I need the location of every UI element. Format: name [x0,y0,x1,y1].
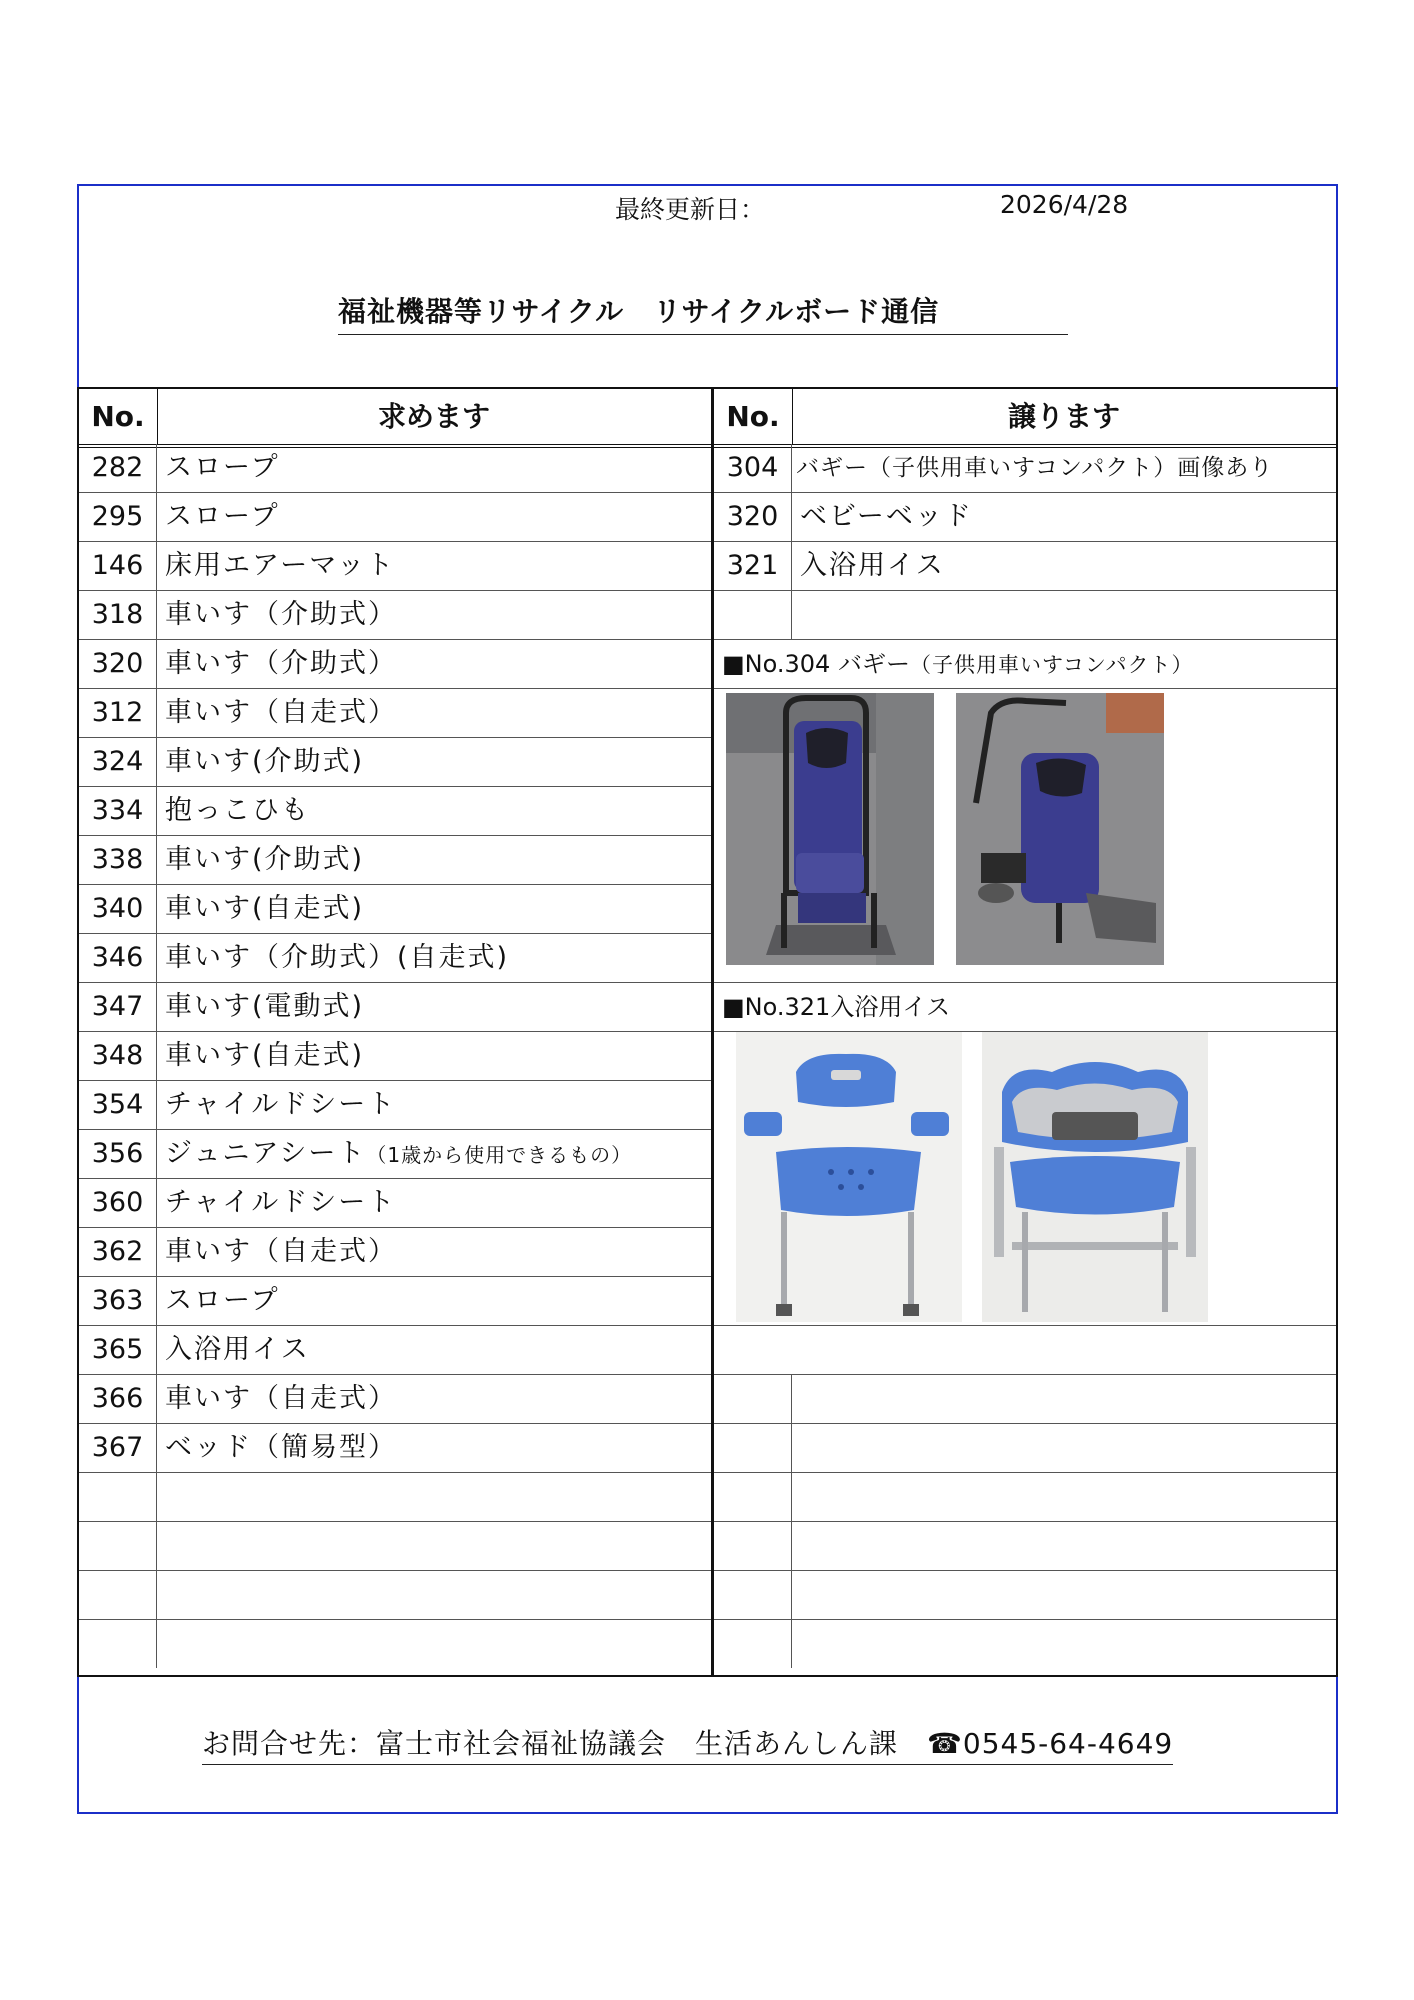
wants-row-item-text: 車いす(自走式) [165,893,365,924]
offers-empty-no [714,1620,792,1668]
wants-row-no: 340 [79,885,157,933]
wants-row-item-text: チャイルドシート [165,1187,397,1218]
offers-row [714,444,1336,493]
buggy-photo-side [956,693,1164,965]
wants-row [79,493,711,542]
wants-row-item [165,444,280,492]
bath-chair-photo-front [736,1032,962,1322]
wants-col-item: 求めます [377,400,490,433]
wants-row-no: 312 [79,689,157,737]
wants-row-item-text: ベッド（簡易型） [165,1432,397,1463]
wants-row [79,934,711,983]
photo-block-304 [714,689,1336,983]
offers-row-no [714,591,792,639]
page-title: 福祉機器等リサイクル リサイクルボード通信 [338,290,1068,335]
wants-table [77,387,713,1677]
wants-row-item [165,1130,632,1178]
offers-col-item: 譲ります [1007,400,1120,433]
wants-row-item [165,787,310,835]
wants-row-no: 362 [79,1228,157,1276]
wants-row [79,1424,711,1473]
wants-row-item-text: 車いす（介助式）(自走式) [165,942,510,973]
wants-row [79,444,711,493]
offers-empty-row [714,1620,1336,1669]
wants-row-item-text: 床用エアーマット [165,550,396,581]
wants-row-no: 318 [79,591,157,639]
caption-row-321 [714,983,1336,1032]
caption-321: ■No.321入浴用イス [722,993,951,1021]
wants-row-no: 348 [79,1032,157,1080]
offers-empty-row [714,1424,1336,1473]
wants-row-item [165,934,509,982]
wants-row-no: 282 [79,444,157,492]
wants-row-no: 363 [79,1277,157,1325]
wants-row-item-text: スロープ [165,501,280,532]
wants-row-no: 320 [79,640,157,688]
offers-empty-row [714,1522,1336,1571]
wants-row-item-text: 車いす(電動式) [165,991,365,1022]
offers-row [714,542,1336,591]
wants-row-no [79,1571,157,1619]
wants-row-item [165,1179,396,1227]
wants-row-no: 338 [79,836,157,884]
wants-row-item [165,885,364,933]
wants-row-item [165,1228,397,1276]
wants-row [79,1179,711,1228]
wants-row-no [79,1473,157,1521]
offers-empty-row [714,1375,1336,1424]
contact-info: お問合せ先：富士市社会福祉協議会 生活あんしん課 ☎0545-64-4649 [202,1722,1173,1765]
offers-empty-row [714,1326,1336,1375]
last-updated-date: 2026/4/28 [1000,190,1129,219]
wants-table-header [79,389,711,448]
wants-row-item-text: 車いす(介助式) [165,844,365,875]
wants-row-item [165,591,397,639]
wants-row-item-text: 車いす（介助式） [165,599,397,630]
wants-row-item-text: 車いす（自走式） [165,1236,397,1267]
wants-row [79,885,711,934]
wants-row-item [165,640,397,688]
offers-empty-no [714,1522,792,1570]
wants-row-item-text: 車いす（自走式） [165,1383,397,1414]
wants-row-no: 354 [79,1081,157,1129]
wants-row [79,1130,711,1179]
caption-304-note: （子供用車いすコンパクト） [909,653,1194,677]
wants-row [79,738,711,787]
wants-row-no: 295 [79,493,157,541]
wants-row [79,1522,711,1571]
offers-row-item: バギー（子供用車いすコンパクト）画像あり [796,455,1274,481]
wants-row [79,1375,711,1424]
wants-row-no: 346 [79,934,157,982]
wants-row-no [79,1620,157,1668]
bath-chair-photo-back [982,1032,1208,1322]
offers-empty-row [714,1571,1336,1620]
buggy-photo-front [726,693,934,965]
wants-row-no: 324 [79,738,157,786]
wants-row-item [165,1326,310,1374]
wants-row-item-text: ジュニアシート [165,1138,367,1169]
wants-row [79,640,711,689]
wants-row-item [165,983,364,1031]
offers-col-no: No. [714,389,793,444]
wants-row [79,1326,711,1375]
wants-row-item-text: 抱っこひも [165,795,310,826]
caption-row-304 [714,640,1336,689]
wants-row-no: 146 [79,542,157,590]
offers-row [714,591,1336,640]
wants-row [79,787,711,836]
wants-row-no: 356 [79,1130,157,1178]
wants-col-no: No. [79,389,158,444]
wants-row-no: 365 [79,1326,157,1374]
wants-row-item-text: 入浴用イス [165,1334,310,1365]
photo-block-321 [714,1032,1336,1326]
wants-row [79,836,711,885]
wants-row-item-text: 車いす(自走式) [165,1040,365,1071]
wants-row-item [165,1277,280,1325]
wants-row-item [165,493,280,541]
wants-row-item-text: 車いす（介助式） [165,648,397,679]
offers-empty-no [714,1571,792,1619]
offers-table [712,387,1338,1677]
wants-row [79,1473,711,1522]
wants-row-item-text: 車いす（自走式） [165,697,397,728]
offers-row-no: 304 [714,444,792,492]
offers-row-no: 320 [714,493,792,541]
wants-row [79,689,711,738]
wants-row [79,1081,711,1130]
wants-row-item-text: スロープ [165,452,280,483]
offers-table-header [714,389,1336,448]
offers-empty-no [714,1424,792,1472]
offers-row-item: 入浴用イス [800,550,945,581]
wants-row [79,1571,711,1620]
offers-row [714,493,1336,542]
offers-row-no: 321 [714,542,792,590]
caption-304-main: ■No.304 バギー [722,650,910,678]
wants-row-item [165,1424,397,1472]
wants-row-no: 360 [79,1179,157,1227]
wants-row-item [165,542,395,590]
wants-row [79,542,711,591]
offers-row-item: ベビーベッド [800,501,973,532]
wants-row-no [79,1522,157,1570]
last-updated-label: 最終更新日： [615,195,766,224]
wants-row [79,1228,711,1277]
wants-row-item-text: 車いす(介助式) [165,746,365,777]
wants-row-item-text: チャイルドシート [165,1089,397,1120]
wants-row-no: 366 [79,1375,157,1423]
wants-row-item [165,1375,397,1423]
wants-row-item [165,1081,396,1129]
wants-row-no: 367 [79,1424,157,1472]
wants-row-item-note: （1歳から使用できるもの） [366,1143,633,1167]
wants-row-no: 334 [79,787,157,835]
offers-empty-no [714,1473,792,1521]
wants-row-item [165,738,364,786]
wants-row [79,1032,711,1081]
wants-row [79,1277,711,1326]
wants-row [79,983,711,1032]
wants-row-item [165,836,364,884]
offers-empty-row [714,1473,1336,1522]
wants-row [79,1620,711,1669]
wants-row-item [165,1032,364,1080]
caption-304 [722,640,1193,688]
wants-row [79,591,711,640]
wants-row-no: 347 [79,983,157,1031]
offers-empty-no [714,1375,792,1423]
wants-row-item-text: スロープ [165,1285,280,1316]
wants-row-item [165,689,397,737]
